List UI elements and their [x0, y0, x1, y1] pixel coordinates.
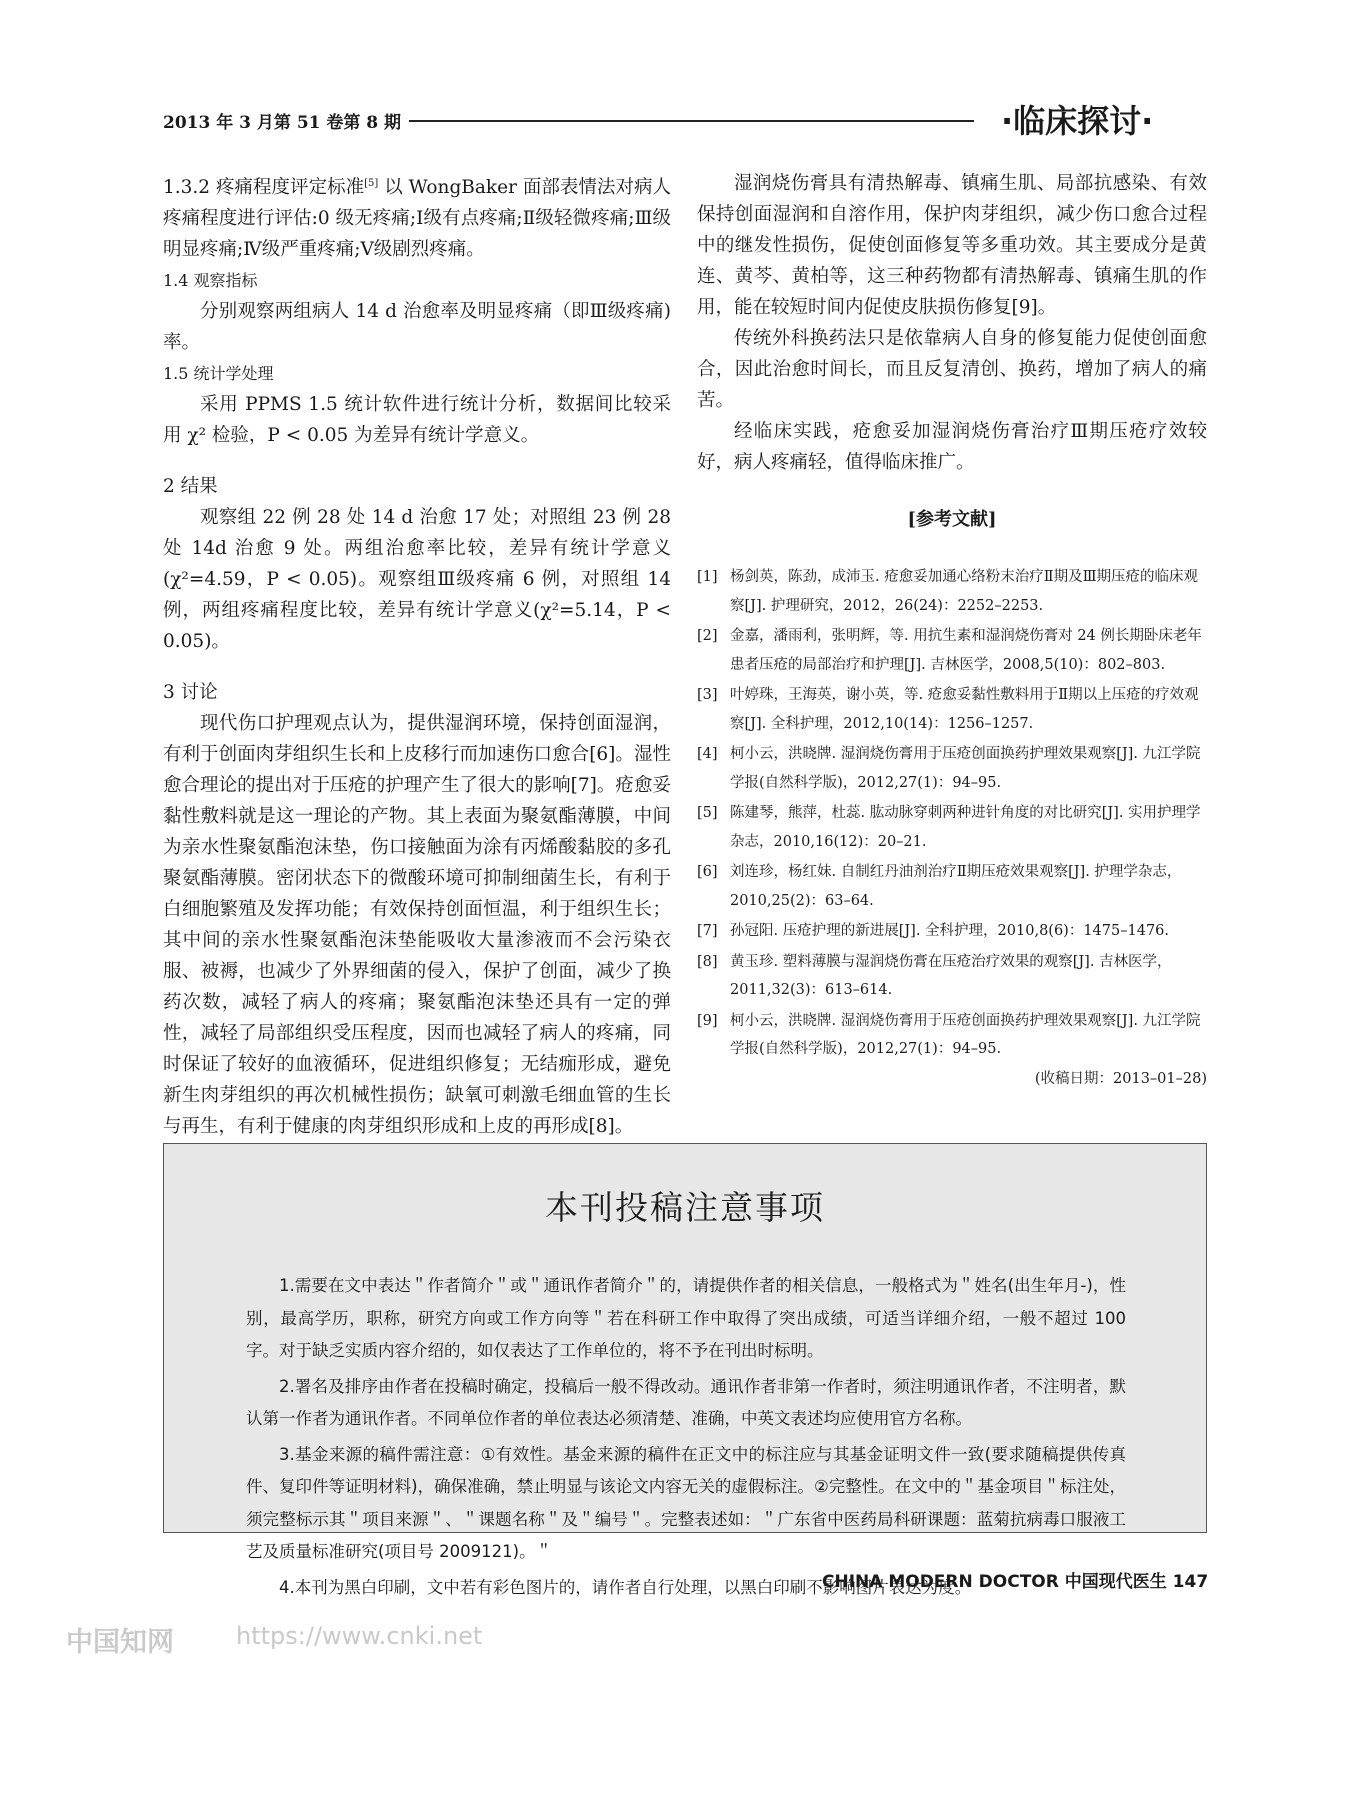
reference-number: [1]: [697, 569, 718, 585]
section-2-title: 2 结果: [163, 476, 218, 498]
reference-number: [3]: [697, 687, 718, 703]
notice-item: 1.需要在文中表达＂作者简介＂或＂通讯作者简介＂的，请提供作者的相关信息，一般格式为＂姓名(出生年月-)，性别，最高学历，职称，研究方向或工作方向等＂若在科研工作中取得了突出成绩，可适当详细介绍，一般不超过 100 字。对于缺乏实质内容介绍的，如仅表达了工作单位的，将不予在刊出时标明。: [246, 1276, 1126, 1360]
reference-item: [697, 799, 1207, 856]
reference-text: 黄玉珍. 塑料薄膜与湿润烧伤膏在压疮治疗效果的观察[J]. 吉林医学，2011,32(3)：613–614.: [730, 953, 1172, 998]
reference-item: [697, 917, 1207, 946]
reference-number: [9]: [697, 1012, 718, 1029]
received-date: (收稿日期：2013–01–28): [1034, 1070, 1207, 1087]
reference-text: 金嘉，潘雨利，张明辉，等. 用抗生素和湿润烧伤膏对 24 例长期卧床老年患者压疮的局部治疗和护理[J]. 吉林医学，2008,5(10)：802–803.: [730, 628, 1202, 673]
reference-text: 孙冠阳. 压疮护理的新进展[J]. 全科护理，2010,8(6)：1475–1476.: [730, 923, 1169, 939]
section-1-3-2: [163, 168, 671, 265]
notice-item: 3.基金来源的稿件需注意：①有效性。基金来源的稿件在正文中的标注应与其基金证明文件一致(要求随稿提供传真件、复印件等证明材料)，确保准确，禁止明显与该论文内容无关的虚假标注。②完整性。在文中的＂基金项目＂标注处，须完整标示其＂项目来源＂、＂课题名称＂及＂编号＂。完整表述如：＂广东省中医药局科研课题：蓝菊抗病毒口服液工艺及质量标准研究(项目号 2009121)。＂: [246, 1444, 1126, 1561]
page-footer: CHINA MODERN DOCTOR 中国现代医生 147: [822, 1572, 1209, 1592]
discussion-paragraph-3: 经临床实践，疮愈妥加湿润烧伤膏治疗Ⅲ期压疮疗效较好，病人疼痛轻，值得临床推广。: [697, 421, 1207, 473]
section-1-5-text: 采用 PPMS 1.5 统计软件进行统计分析，数据间比较采用 χ² 检验，P < 0.05 为差异有统计学意义。: [163, 394, 671, 447]
reference-number: [6]: [697, 864, 718, 880]
section-3-title: 3 讨论: [163, 682, 218, 704]
reference-number: [2]: [697, 628, 718, 644]
section-1-4-text: 分别观察两组病人 14 d 治愈率及明显疼痛（即Ⅲ级疼痛)率。: [163, 301, 671, 354]
reference-item: [697, 740, 1207, 797]
reference-text: 陈建琴，熊萍，杜蕊. 肱动脉穿刺两种进针角度的对比研究[J]. 实用护理学杂志，2010,16(12)：20–21.: [730, 805, 1201, 850]
discussion-paragraph-2: 传统外科换药法只是依靠病人自身的修复能力促使创面愈合，因此治愈时间长，而且反复清创、换药，增加了病人的痛苦。: [697, 328, 1207, 411]
notice-item: 4.本刊为黑白印刷，文中若有彩色图片的，请作者自行处理，以黑白印刷不影响图片表达为度。: [279, 1577, 972, 1597]
reference-list: [697, 563, 1207, 1064]
section-1-3-2-title: 1.3.2 疼痛程度评定标准: [163, 177, 365, 199]
notice-item: 2.署名及排序由作者在投稿时确定，投稿后一般不得改动。通讯作者非第一作者时，须注明通讯作者，不注明者，默认第一作者为通讯作者。不同单位作者的单位表达必须清楚、准确，中英文表述均应使用官方名称。: [246, 1376, 1126, 1428]
section-2-text: 观察组 22 例 28 处 14 d 治愈 17 处；对照组 23 例 28 处 14d 治愈 9 处。两组治愈率比较，差异有统计学意义(χ²=4.59，P < 0.05)。观察组Ⅲ级疼痛 6 例，对照组 14例，两组疼痛程度比较，差异有统计学意义(χ²=5.14，P < 0.05)。: [163, 507, 671, 653]
reference-text: 柯小云，洪晓牌. 湿润烧伤膏用于压疮创面换药护理效果观察[J]. 九江学院学报(自然科学版)，2012,27(1)：94–95.: [730, 746, 1201, 791]
reference-text: 柯小云，洪晓牌. 湿润烧伤膏用于压疮创面换药护理效果观察[J]. 九江学院学报(自然科学版)，2012,27(1)：94–95.: [730, 1012, 1201, 1057]
issue-date: 2013 年 3 月第 51 卷第 8 期: [163, 113, 402, 133]
reference-item: [697, 563, 1207, 620]
watermark-site-name: 中国知网: [66, 1627, 174, 1658]
cnki-watermark: [40, 1620, 520, 1660]
reference-text: 叶婷珠，王海英，谢小英，等. 疮愈妥黏性敷料用于Ⅱ期以上压疮的疗效观察[J]. 全科护理，2012,10(14)：1256–1257.: [730, 687, 1199, 732]
reference-item: [697, 1007, 1207, 1064]
reference-number: [7]: [697, 923, 718, 939]
notice-title: 本刊投稿注意事项: [545, 1188, 825, 1227]
reference-number: [4]: [697, 746, 718, 762]
left-column: [163, 168, 671, 1142]
reference-item: [697, 622, 1207, 679]
right-column: [697, 168, 1207, 1092]
section-title: ·临床探讨·: [1001, 102, 1154, 140]
reference-text: 刘连珍，杨红妹. 自制红丹油剂治疗Ⅱ期压疮效果观察[J]. 护理学杂志，2010,25(2)：63–64.: [730, 864, 1182, 909]
discussion-paragraph-1: 湿润烧伤膏具有清热解毒、镇痛生肌、局部抗感染、有效保持创面湿润和自溶作用，保护肉芽组织，减少伤口愈合过程中的继发性损伤，促使创面修复等多重功效。其主要成分是黄连、黄芩、黄柏等，这三种药物都有清热解毒、镇痛生肌的作用，能在较短时间内促使皮肤损伤修复[9]。: [697, 173, 1207, 318]
reference-item: [697, 948, 1207, 1005]
reference-text: 杨剑英，陈劲，成沛玉. 疮愈妥加通心络粉末治疗Ⅱ期及Ⅲ期压疮的临床观察[J]. 护理研究，2012，26(24)：2252–2253.: [730, 569, 1199, 614]
section-1-3-2-text: 以 WongBaker 面部表情法对病人疼痛程度进行评估:0 级无疼痛;Ⅰ级有点疼痛;Ⅱ级轻微疼痛;Ⅲ级明显疼痛;Ⅳ级严重疼痛;Ⅴ级剧烈疼痛。: [163, 177, 671, 261]
header-rule: [409, 120, 974, 122]
notice-body: [246, 1270, 1126, 1607]
watermark-url: https://www.cnki.net: [236, 1622, 483, 1650]
page-header: [163, 104, 1203, 144]
section-1-4-title: 1.4 观察指标: [163, 271, 258, 291]
references-title: [参考文献]: [907, 509, 997, 530]
reference-number: [5]: [697, 805, 718, 821]
section-3-text: 现代伤口护理观点认为，提供湿润环境，保持创面湿润，有利于创面肉芽组织生长和上皮移行而加速伤口愈合[6]。湿性愈合理论的提出对于压疮的护理产生了很大的影响[7]。疮愈妥黏性敷料就是这一理论的产物。其上表面为聚氨酯薄膜，中间为亲水性聚氨酯泡沫垫，伤口接触面为涂有丙烯酸黏胶的多孔聚氨酯薄膜。密闭状态下的微酸环境可抑制细菌生长，有利于白细胞繁殖及发挥功能；有效保持创面恒温，利于组织生长；其中间的亲水性聚氨酯泡沫垫能吸收大量渗液而不会污染衣服、被褥，也减少了外界细菌的侵入，保护了创面，减少了换药次数，减轻了病人的疼痛；聚氨酯泡沫垫还具有一定的弹性，减轻了局部组织受压程度，因而也减轻了病人的疼痛，同时保证了较好的血液循环，促进组织修复；无结痂形成，避免新生肉芽组织的再次机械性损伤；缺氧可刺激毛细血管的生长与再生，有利于健康的肉芽组织形成和上皮的再形成[8]。: [163, 713, 671, 1138]
section-1-5-title: 1.5 统计学处理: [163, 364, 274, 384]
reference-number: [8]: [697, 953, 718, 970]
reference-item: [697, 681, 1207, 738]
reference-item: [697, 858, 1207, 915]
citation-5: [5]: [364, 178, 379, 189]
